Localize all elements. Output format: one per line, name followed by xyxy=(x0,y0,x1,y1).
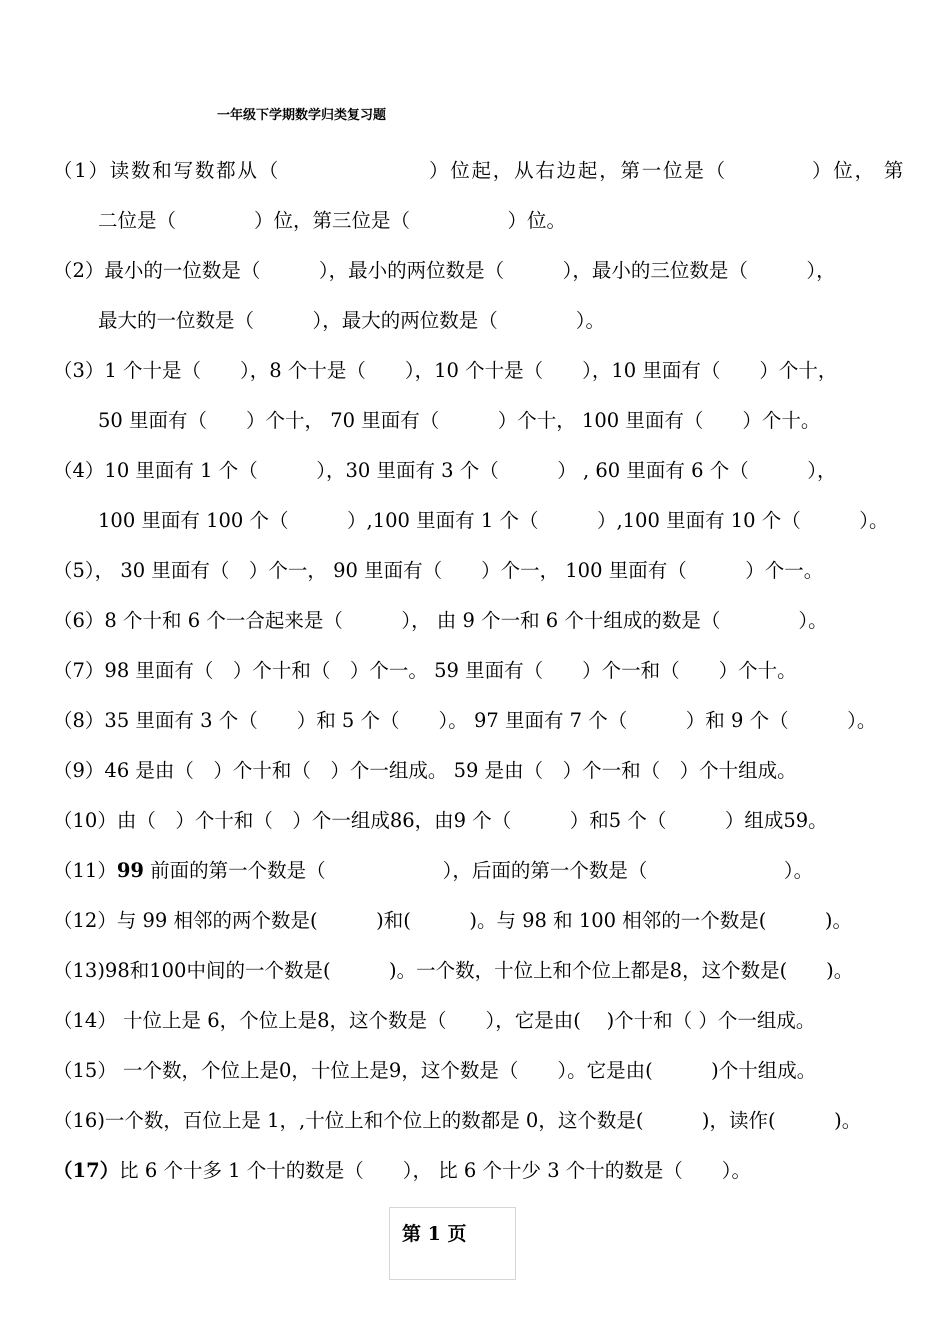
question-11-text: 前面的第一个数是（ ），后面的第一个数是（ ）。 xyxy=(143,859,814,882)
question-16: （16)一个数，百位上是 1，,十位上和个位上的数都是 0，这个数是( )，读作( )。 xyxy=(53,1109,862,1132)
question-17-text: 比 6 个十多 1 个十的数是（ ）， 比 6 个十少 3 个十的数是（ ）。 xyxy=(119,1159,752,1182)
question-6: （6）8 个十和 6 个一合起来是（ ）， 由 9 个一和 6 个十组成的数是（ ）。 xyxy=(53,609,828,632)
question-9: （9）46 是由（ ）个十和（ ）个一组成。 59 是由（ ）个一和（ ）个十组成。 xyxy=(53,759,797,782)
page-footer xyxy=(389,1207,516,1280)
page-title: 一年级下学期数学归类复习题 xyxy=(217,108,387,123)
question-14: （14） 十位上是 6，个位上是8，这个数是（ ），它是由( )个十和（ ）个一组成。 xyxy=(53,1009,816,1032)
question-8: （8）35 里面有 3 个（ ）和 5 个（ ）。 97 里面有 7 个（ ）和 9 个（ ）。 xyxy=(53,709,877,732)
question-5: （5）， 30 里面有（ ）个一， 90 里面有（ ）个一， 100 里面有（ ）个一。 xyxy=(53,559,824,582)
question-17-label: （17） xyxy=(53,1159,120,1182)
question-10: （10）由（ ）个十和（ ）个一组成86，由9 个（ ）和5 个（ ）组成59。 xyxy=(53,809,828,832)
question-11-number: 99 xyxy=(116,859,144,882)
question-2-line-2: 最大的一位数是（ ），最大的两位数是（ ）。 xyxy=(98,309,606,332)
page-number-value: 1 xyxy=(427,1223,441,1245)
question-17 xyxy=(53,1158,751,1184)
question-4-line-1: （4）10 里面有 1 个（ ），30 里面有 3 个（ ） , 60 里面有 6 个（ ）， xyxy=(53,459,837,482)
question-13: （13)98和100中间的一个数是( )。一个数，十位上和个位上都是8，这个数是( )。 xyxy=(53,959,854,982)
question-1-line-2: 二位是（ ）位，第三位是（ ）位。 xyxy=(98,209,567,232)
question-2-line-1: （2）最小的一位数是（ ），最小的两位数是（ ），最小的三位数是（ ）， xyxy=(53,259,836,282)
page-number-prefix: 第 xyxy=(402,1223,428,1245)
question-1-line-1: （1）读数和写数都从（ ）位起，从右边起，第一位是（ ）位， 第 xyxy=(53,159,906,182)
question-3-line-1: （3）1 个十是（ ），8 个十是（ ），10 个十是（ ），10 里面有（ ）个十， xyxy=(53,359,838,382)
question-4-line-2: 100 里面有 100 个（ ）,100 里面有 1 个（ ）,100 里面有 10 个（ ）。 xyxy=(98,509,889,532)
question-15: （15） 一个数，个位上是0，十位上是9，这个数是（ ）。它是由( )个十组成。 xyxy=(53,1059,817,1082)
question-12: （12）与 99 相邻的两个数是( )和( )。与 98 和 100 相邻的一个数是( )。 xyxy=(53,909,852,932)
question-11 xyxy=(53,858,813,884)
question-3-line-2: 50 里面有（ ）个十， 70 里面有（ ）个十， 100 里面有（ ）个十。 xyxy=(98,409,821,432)
question-7: （7）98 里面有（ ）个十和（ ）个一。 59 里面有（ ）个一和（ ）个十。 xyxy=(53,659,797,682)
page-number xyxy=(402,1222,466,1246)
page-number-suffix: 页 xyxy=(440,1223,467,1245)
question-11-label: （11） xyxy=(53,859,117,882)
